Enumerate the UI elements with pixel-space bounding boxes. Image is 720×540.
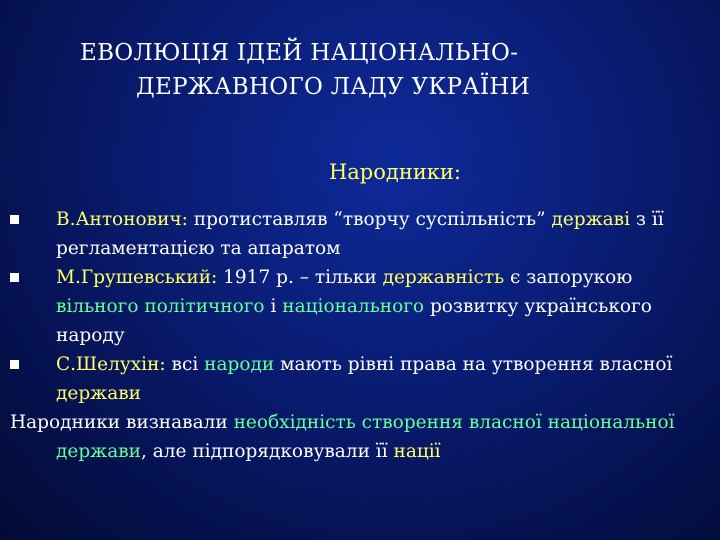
section-subtitle: Народники: (328, 160, 462, 184)
bullet-text: всі (165, 354, 205, 375)
bullet-hrushevskyi (10, 263, 715, 350)
highlight-term: вільного політичного (56, 296, 265, 317)
person-name: С.Шелухін: (56, 354, 166, 375)
highlight-term: держави (56, 383, 141, 404)
slide-title (40, 36, 700, 104)
bullet-text: мають рівні права на утворення власної (274, 354, 673, 375)
highlight-term: необхідність створення власної національної держави (56, 412, 675, 462)
highlight-term: нації (393, 441, 441, 462)
highlight-term: державі (551, 209, 630, 230)
square-bullet-icon (10, 273, 19, 282)
square-bullet-icon (10, 360, 19, 369)
bullet-text: розвитку українського народу (56, 296, 652, 346)
slide-content (10, 205, 715, 466)
bullet-antonovych (10, 205, 715, 263)
title-line-2: ДЕРЖАВНОГО ЛАДУ УКРАЇНИ (136, 74, 531, 100)
conclusion-part: , але підпорядковували її (140, 441, 394, 462)
highlight-term: народи (204, 354, 275, 375)
bullet-text: з її регламентацією та апаратом (56, 209, 664, 259)
bullet-text: є запорукою (504, 267, 633, 288)
conclusion-part: Народники визнавали (10, 412, 234, 433)
bullet-text: 1917 р. – тільки (217, 267, 383, 288)
conclusion-text (10, 408, 715, 466)
highlight-term: національного (282, 296, 425, 317)
person-name: М.Грушевський: (56, 267, 218, 288)
person-name: В.Антонович: (56, 209, 188, 230)
square-bullet-icon (10, 215, 19, 224)
title-line-1: ЕВОЛЮЦІЯ ІДЕЙ НАЦІОНАЛЬНО- (80, 40, 519, 66)
bullet-text: і (264, 296, 283, 317)
bullet-shelukhin (10, 350, 715, 408)
bullet-text: протиставляв “творчу суспільність” (187, 209, 552, 230)
highlight-term: державність (382, 267, 505, 288)
